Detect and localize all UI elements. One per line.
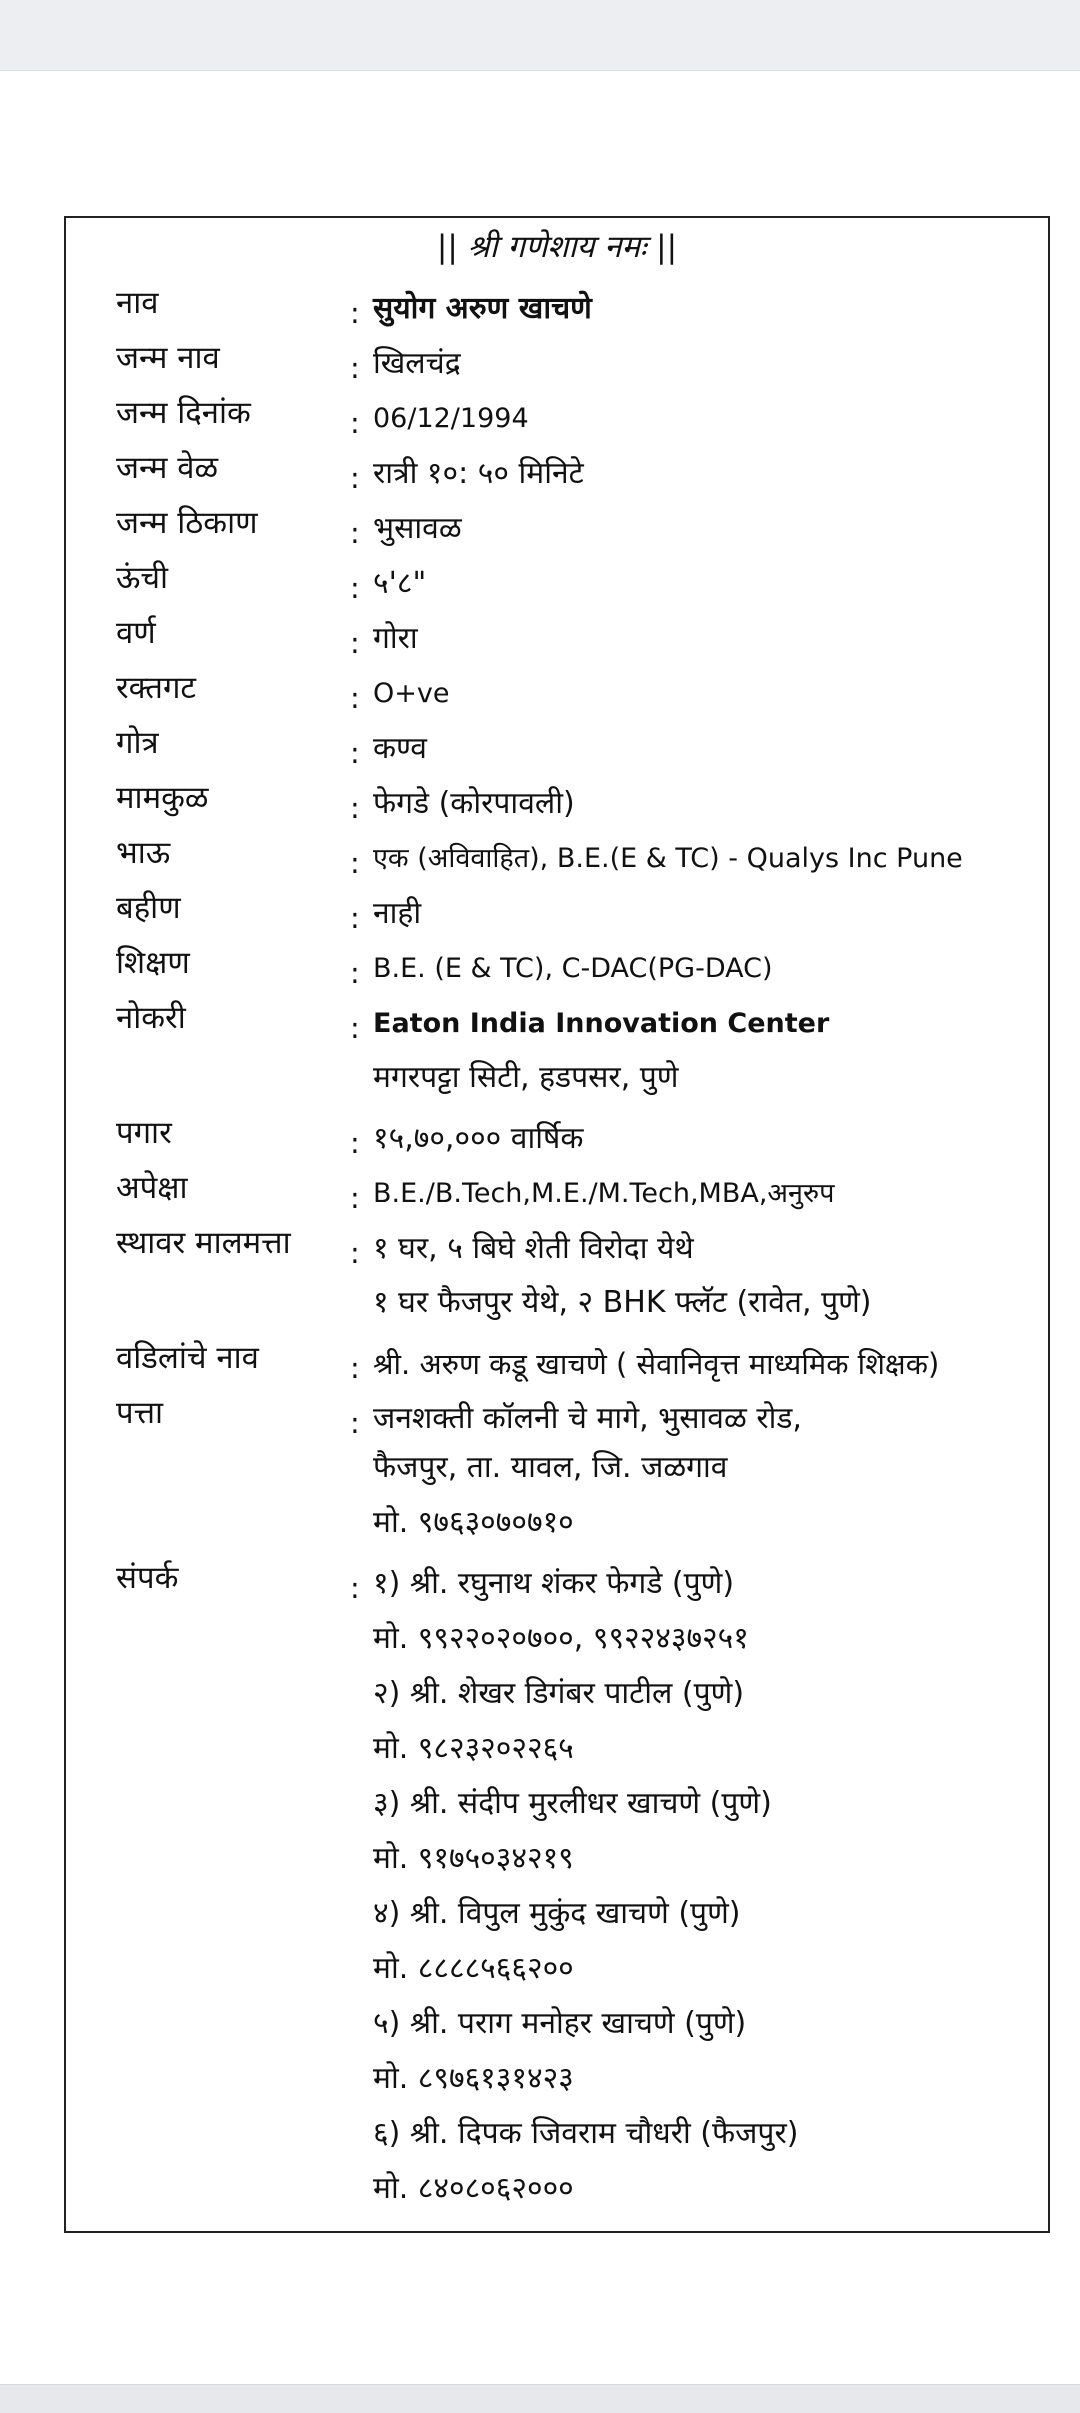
separator: : bbox=[350, 1126, 360, 1160]
row-father-name bbox=[0, 1335, 1080, 1390]
label-address: पत्ता bbox=[116, 1395, 164, 1431]
row-birth-date bbox=[0, 390, 1080, 445]
separator: : bbox=[350, 791, 360, 825]
row-height bbox=[0, 555, 1080, 610]
label-birth-name: जन्म नाव bbox=[116, 340, 220, 376]
value-job: Eaton India Innovation Center bbox=[373, 1008, 830, 1039]
contact-line: मो. ८८८८५६६२०० bbox=[373, 1951, 574, 1986]
label-brother: भाऊ bbox=[116, 835, 171, 871]
value-expectation: B.E./B.Tech,M.E./M.Tech,MBA,अनुरुप bbox=[373, 1178, 835, 1209]
separator: : bbox=[350, 626, 360, 660]
contact-line: ५) श्री. पराग मनोहर खाचणे (पुणे) bbox=[373, 2006, 747, 2041]
label-expectation: अपेक्षा bbox=[116, 1170, 188, 1206]
row-sister bbox=[0, 885, 1080, 940]
row-blood-group bbox=[0, 665, 1080, 720]
row-gotra bbox=[0, 720, 1080, 775]
value-birth-date: 06/12/1994 bbox=[373, 403, 529, 434]
label-birth-date: जन्म दिनांक bbox=[116, 395, 251, 431]
value-brother: एक (अविवाहित), B.E.(E & TC) - Qualys Inc Pune bbox=[373, 843, 963, 874]
row-birth-place bbox=[0, 500, 1080, 555]
label-maternal-family: मामकुळ bbox=[116, 780, 209, 816]
value-maternal-family: फेगडे (कोरपावली) bbox=[373, 786, 575, 821]
label-sister: बहीण bbox=[116, 890, 181, 926]
row-maternal-family bbox=[0, 775, 1080, 830]
label-job: नोकरी bbox=[116, 1000, 186, 1036]
top-system-bar bbox=[0, 0, 1080, 71]
row-birth-name bbox=[0, 335, 1080, 390]
value-gotra: कण्व bbox=[373, 731, 427, 766]
separator: : bbox=[350, 571, 360, 605]
value-salary: १५,७०,००० वार्षिक bbox=[373, 1121, 584, 1156]
row-property bbox=[0, 1220, 1080, 1275]
separator: : bbox=[350, 1351, 360, 1385]
label-property: स्थावर मालमत्ता bbox=[116, 1225, 291, 1261]
separator: : bbox=[350, 846, 360, 880]
contact-line: २) श्री. शेखर डिगंबर पाटील (पुणे) bbox=[373, 1676, 745, 1711]
value-education: B.E. (E & TC), C-DAC(PG-DAC) bbox=[373, 953, 773, 984]
value-address-line2: फैजपुर, ता. यावल, जि. जळगाव bbox=[373, 1450, 728, 1485]
label-contact: संपर्क bbox=[116, 1560, 179, 1596]
value-address-line3: मो. ९७६३०७०७१० bbox=[373, 1505, 574, 1540]
value-property: १ घर, ५ बिघे शेती विरोदा येथे bbox=[373, 1231, 694, 1266]
separator: : bbox=[350, 956, 360, 990]
label-birth-time: जन्म वेळ bbox=[116, 450, 219, 486]
separator: : bbox=[350, 681, 360, 715]
separator: : bbox=[350, 1236, 360, 1270]
row-job bbox=[0, 995, 1080, 1050]
document-header-title: || श्री गणेशाय नमः || bbox=[436, 229, 678, 265]
value-name: सुयोग अरुण खाचणे bbox=[373, 291, 592, 326]
row-expectation bbox=[0, 1165, 1080, 1220]
label-gotra: गोत्र bbox=[116, 725, 159, 761]
contact-line: मो. ८९७६१३१४२३ bbox=[373, 2061, 574, 2096]
separator: : bbox=[350, 901, 360, 935]
value-birth-place: भुसावळ bbox=[373, 511, 462, 546]
label-height: ऊंची bbox=[116, 560, 169, 596]
contact-line: १) श्री. रघुनाथ शंकर फेगडे (पुणे) bbox=[373, 1566, 735, 1601]
row-birth-time bbox=[0, 445, 1080, 500]
bottom-system-bar bbox=[0, 2384, 1080, 2413]
separator: : bbox=[350, 736, 360, 770]
row-address bbox=[0, 1390, 1080, 1445]
separator: : bbox=[350, 1011, 360, 1045]
contact-line: मो. ८४०८०६२००० bbox=[373, 2171, 574, 2206]
row-complexion bbox=[0, 610, 1080, 665]
value-property-line2: १ घर फैजपुर येथे, २ BHK फ्लॅट (रावेत, पुणे) bbox=[373, 1285, 872, 1320]
value-address: जनशक्ती कॉलनी चे मागे, भुसावळ रोड, bbox=[373, 1401, 802, 1436]
row-education bbox=[0, 940, 1080, 995]
label-education: शिक्षण bbox=[116, 945, 190, 981]
contact-line: ३) श्री. संदीप मुरलीधर खाचणे (पुणे) bbox=[373, 1786, 772, 1821]
value-blood-group: O+ve bbox=[373, 678, 450, 709]
separator: : bbox=[350, 1571, 360, 1605]
separator: : bbox=[350, 351, 360, 385]
label-father-name: वडिलांचे नाव bbox=[116, 1340, 259, 1376]
value-birth-time: रात्री १०: ५० मिनिटे bbox=[373, 456, 584, 491]
value-birth-name: खिलचंद्र bbox=[373, 346, 461, 381]
label-complexion: वर्ण bbox=[116, 615, 156, 651]
row-brother bbox=[0, 830, 1080, 885]
contact-line: मो. ९९२२०२०७००, ९९२२४३७२५१ bbox=[373, 1621, 749, 1656]
value-sister: नाही bbox=[373, 896, 422, 931]
value-height: ५'८" bbox=[373, 566, 427, 601]
contact-line: ४) श्री. विपुल मुकुंद खाचणे (पुणे) bbox=[373, 1896, 741, 1931]
separator: : bbox=[350, 516, 360, 550]
separator: : bbox=[350, 1406, 360, 1440]
contact-line: मो. ९८२३२०२२६५ bbox=[373, 1731, 574, 1766]
row-contact bbox=[0, 1555, 1080, 1610]
label-birth-place: जन्म ठिकाण bbox=[116, 505, 258, 541]
separator: : bbox=[350, 1181, 360, 1215]
value-complexion: गोरा bbox=[373, 621, 418, 656]
contact-line: मो. ९१७५०३४२१९ bbox=[373, 1841, 574, 1876]
label-salary: पगार bbox=[116, 1115, 172, 1151]
contact-line: ६) श्री. दिपक जिवराम चौधरी (फैजपुर) bbox=[373, 2116, 799, 2151]
value-job-line2: मगरपट्टा सिटी, हडपसर, पुणे bbox=[373, 1060, 679, 1095]
row-salary bbox=[0, 1110, 1080, 1165]
row-name bbox=[0, 280, 1080, 335]
separator: : bbox=[350, 406, 360, 440]
separator: : bbox=[350, 296, 360, 330]
label-name: नाव bbox=[116, 285, 159, 321]
value-father-name: श्री. अरुण कडू खाचणे ( सेवानिवृत्त माध्यमिक शिक्षक) bbox=[373, 1347, 940, 1381]
label-blood-group: रक्तगट bbox=[116, 670, 197, 706]
separator: : bbox=[350, 461, 360, 495]
